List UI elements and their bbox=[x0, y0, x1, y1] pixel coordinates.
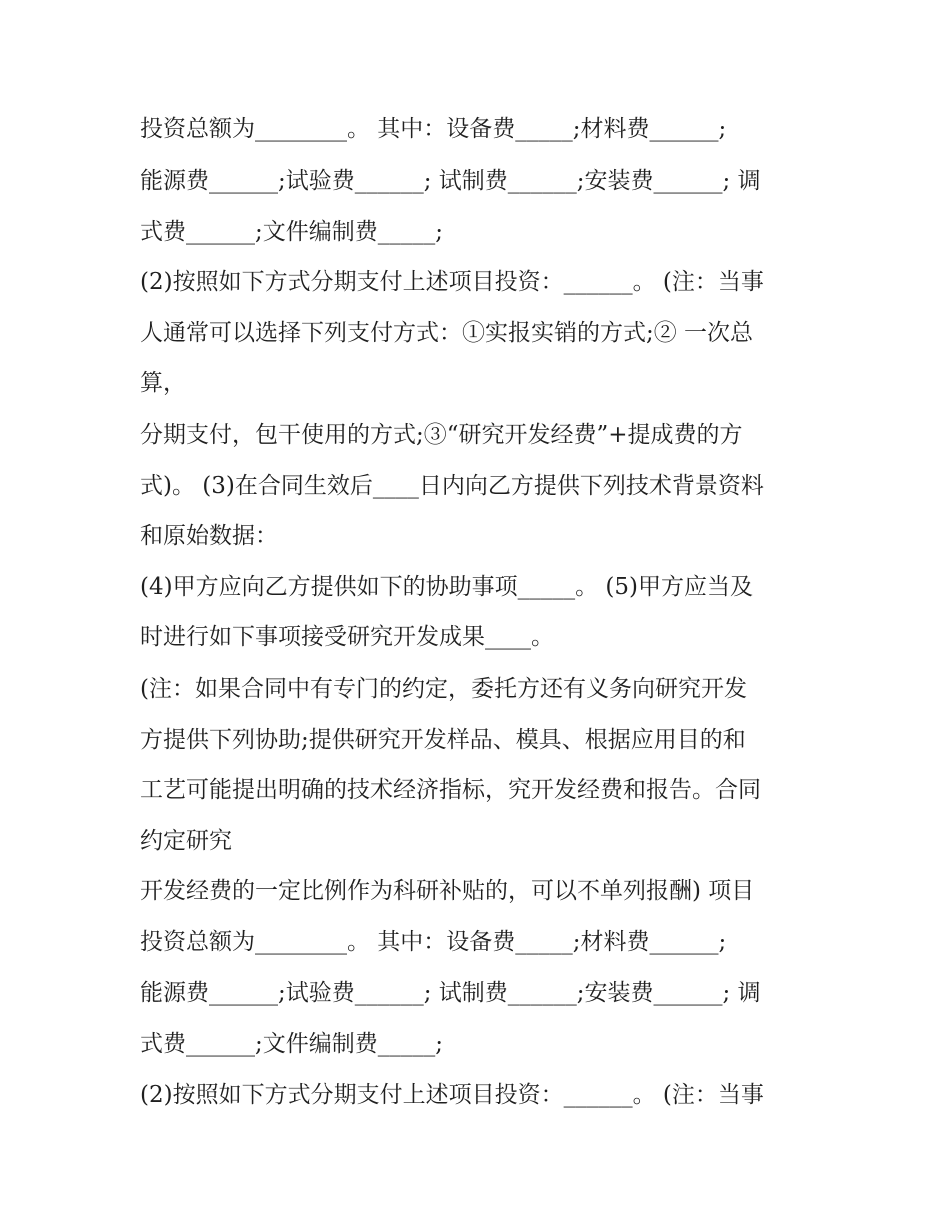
text-line: 和原始数据： bbox=[140, 523, 278, 549]
text-line: 式费______;文件编制费_____; bbox=[140, 219, 443, 245]
text-line: 时进行如下事项接受研究开发成果____。 bbox=[140, 624, 554, 650]
text-line: 投资总额为________。 其中：设备费_____;材料费______; bbox=[140, 929, 727, 955]
text-line: 能源费______;试验费______; 试制费______;安装费______; 调 bbox=[140, 980, 761, 1006]
text-line: 分期支付，包干使用的方式;③“研究开发经费”+提成费的方 bbox=[140, 422, 743, 448]
text-line: 开发经费的一定比例作为科研补贴的，可以不单列报酬) 项目 bbox=[140, 878, 755, 904]
text-line: 约定研究 bbox=[140, 828, 232, 854]
text-line: 工艺可能提出明确的技术经济指标，究开发经费和报告。合同 bbox=[140, 777, 761, 803]
text-line: 人通常可以选择下列支付方式：①实报实销的方式;② 一次总 bbox=[140, 320, 754, 346]
text-line: (4)甲方应向乙方提供如下的协助事项_____。 (5)甲方应当及 bbox=[140, 574, 753, 600]
text-line: 能源费______;试验费______; 试制费______;安装费______; 调 bbox=[140, 168, 761, 194]
text-line: (2)按照如下方式分期支付上述项目投资：______。 (注：当事 bbox=[140, 1082, 764, 1108]
text-line: (2)按照如下方式分期支付上述项目投资：______。 (注：当事 bbox=[140, 269, 764, 295]
text-line: 方提供下列协助;提供研究开发样品、模具、根据应用目的和 bbox=[140, 727, 746, 753]
text-line: 式费______;文件编制费_____; bbox=[140, 1031, 443, 1057]
text-line: (注：如果合同中有专门的约定，委托方还有义务向研究开发 bbox=[140, 676, 747, 702]
text-line: 式)。 (3)在合同生效后____日内向乙方提供下列技术背景资料 bbox=[140, 473, 764, 499]
text-line: 算， bbox=[140, 370, 186, 396]
text-line: 投资总额为________。 其中：设备费_____;材料费______; bbox=[140, 116, 727, 142]
